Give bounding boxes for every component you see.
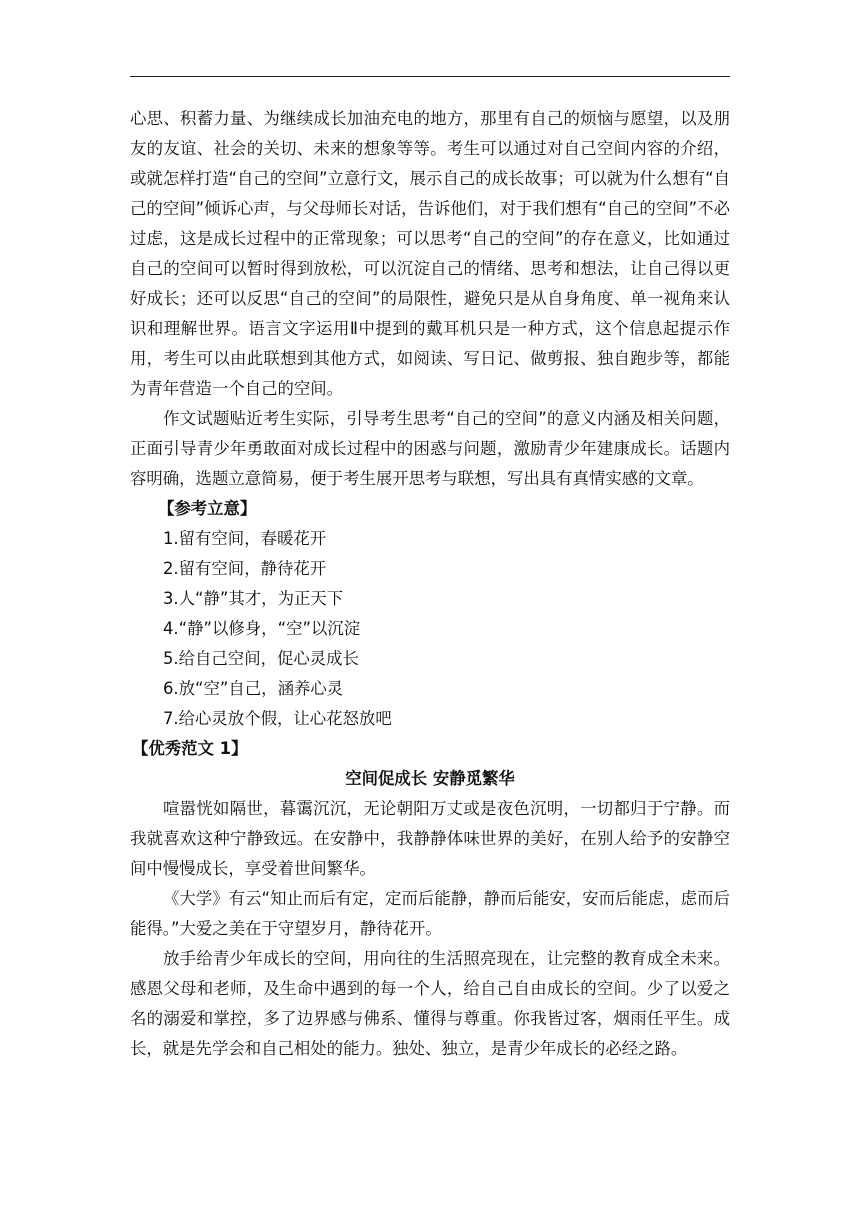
essay-heading: 【优秀范文 1】 — [132, 739, 248, 758]
reference-item-2: 2.留有空间，静待花开 — [163, 559, 327, 578]
reference-item-6: 6.放“空”自己，涵养心灵 — [163, 679, 344, 698]
essay-paragraph-3: 放手给青少年成长的空间，用向往的生活照亮现在，让完整的教育成全未来。感恩父母和老师，及生命中遇到的每一个人，给自己自由成长的空间。少了以爱之名的溺爱和掌控，多了边界感与佛系、懂得与尊重。你我皆过客，烟雨任平生。成长，就是先学会和自己相处的能力。独处、独立，是青少年成长的必经之路。 — [130, 949, 730, 1058]
essay-paragraph-2: 《大学》有云“知止而后有定，定而后能静，静而后能安，安而后能虑，虑而后能得。”大爱之美在于守望岁月，静待花开。 — [130, 889, 730, 938]
reference-list — [130, 524, 730, 734]
reference-item-7: 7.给心灵放个假，让心花怒放吧 — [163, 709, 392, 728]
intro-paragraph-2: 作文试题贴近考生实际，引导考生思考“自己的空间”的意义内涵及相关问题，正面引导青少年勇敢面对成长过程中的困惑与问题，激励青少年建康成长。话题内容明确，选题立意简易，便于考生展开思考与联想，写出具有真情实感的文章。 — [130, 409, 730, 488]
header-rule — [130, 76, 730, 77]
reference-item-5: 5.给自己空间，促心灵成长 — [163, 649, 359, 668]
intro-paragraph-1: 心思、积蓄力量、为继续成长加油充电的地方，那里有自己的烦恼与愿望，以及朋友的友谊、社会的关切、未来的想象等等。考生可以通过对自己空间内容的介绍，或就怎样打造“自己的空间”立意行文，展示自己的成长故事；可以就为什么想有“自己的空间”倾诉心声，与父母师长对话，告诉他们，对于我们想有“自己的空间”不必过虑，这是成长过程中的正常现象；可以思考“自己的空间”的存在意义，比如通过自己的空间可以暂时得到放松，可以沉淀自己的情绪、思考和想法，让自己得以更好成长；还可以反思“自己的空间”的局限性，避免只是从自身角度、单一视角来认识和理解世界。语言文字运用Ⅱ中提到的戴耳机只是一种方式，这个信息起提示作用，考生可以由此联想到其他方式，如阅读、写日记、做剪报、独自跑步等，都能为青年营造一个自己的空间。 — [130, 109, 730, 398]
reference-heading: 【参考立意】 — [158, 499, 257, 518]
reference-item-4: 4.“静”以修身，“空”以沉淀 — [163, 619, 361, 638]
reference-item-3: 3.人“静”其才，为正天下 — [163, 589, 344, 608]
document-body — [130, 104, 730, 1064]
essay-title: 空间促成长 安静觅繁华 — [345, 769, 515, 788]
reference-item-1: 1.留有空间，春暖花开 — [163, 529, 327, 548]
essay-paragraph-1: 喧嚣恍如隔世，暮霭沉沉，无论朝阳万丈或是夜色沉明，一切都归于宁静。而我就喜欢这种宁静致远。在安静中，我静静体味世界的美好，在别人给予的安静空间中慢慢成长，享受着世间繁华。 — [130, 799, 730, 878]
